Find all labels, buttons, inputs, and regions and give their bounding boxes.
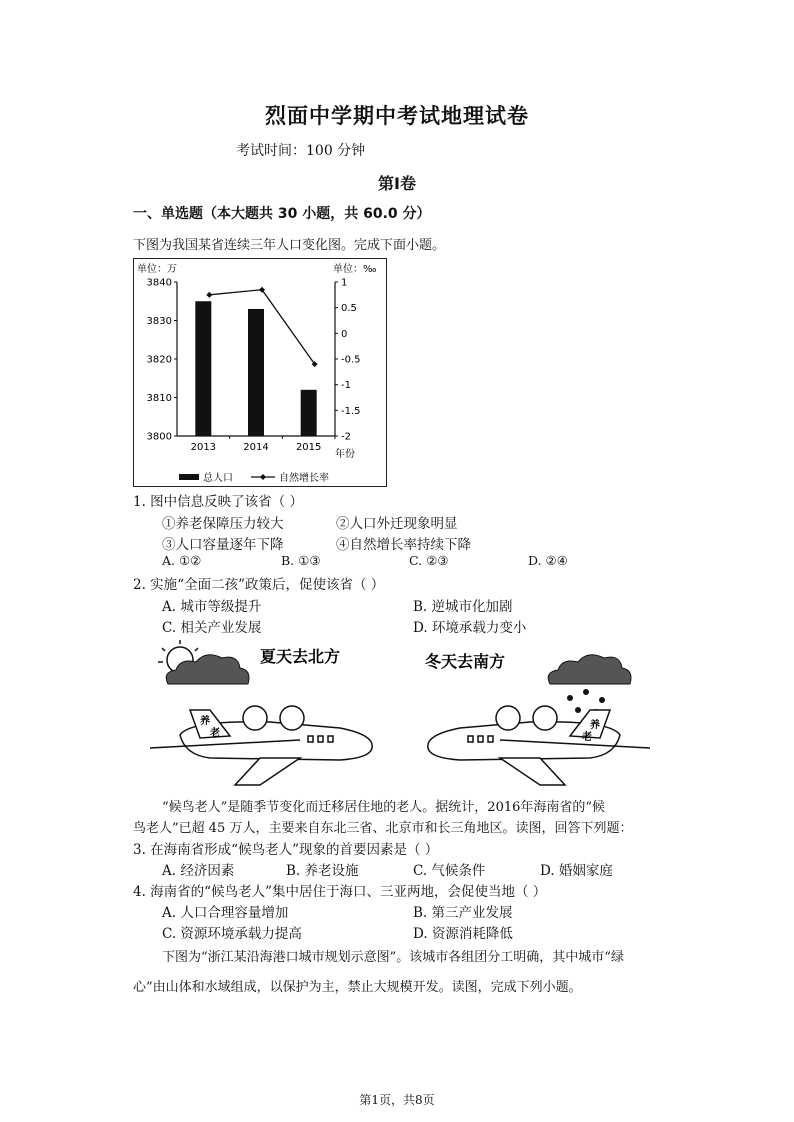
q4-option-b[interactable]: B. 第三产业发展 (413, 905, 513, 921)
page-title: 烈面中学期中考试地理试卷 (265, 104, 529, 128)
right-tail-text-1: 养 (590, 720, 600, 731)
volume-heading: 第Ⅰ卷 (378, 174, 416, 193)
legend-bar-swatch (179, 474, 199, 480)
q1-option-c[interactable]: C. ②③ (409, 553, 449, 568)
population-chart (133, 258, 387, 487)
q4-option-a[interactable]: A. 人口合理容量增加 (162, 905, 289, 921)
q3-stem: 3. 在海南省形成“候鸟老人”现象的首要因素是（ ） (133, 842, 439, 858)
left-tick-label: 3820 (146, 354, 172, 366)
intro-city-plan-line-2: 心”由山体和水域组成，以保护为主，禁止大规模开发。读图，完成下列小题。 (133, 980, 582, 995)
bar-2013 (195, 301, 211, 436)
x-tick-label: 2013 (190, 442, 217, 453)
x-tick-label: 2015 (295, 442, 322, 453)
intro-migratory-line-2: 鸟老人”已超 45 万人，主要来自东北三省、北京市和长三角地区。读图，回答下列题： (133, 821, 633, 836)
x-tick-label: 2014 (243, 442, 269, 453)
exam-time: 考试时间：100 分钟 (236, 143, 366, 159)
section-heading: 一、单选题（本大题共 30 小题，共 60.0 分） (133, 206, 431, 222)
airplane-right (428, 706, 650, 785)
legend-bar-label: 总人口 (203, 473, 233, 484)
q2-option-c[interactable]: C. 相关产业发展 (162, 620, 262, 636)
right-tick-label: -1.5 (341, 405, 361, 417)
bar-2014 (248, 309, 264, 436)
left-tick-label: 3830 (146, 316, 172, 327)
q1-option-d[interactable]: D. ②④ (528, 553, 568, 568)
right-tick-label: -1 (341, 380, 351, 392)
left-tick-label: 3810 (146, 393, 172, 404)
intro-city-plan-line-1: 下图为“浙江某沿海港口城市规划示意图”。该城市各组团分工明确，其中城市“绿 (162, 950, 624, 965)
intro-migratory-line-1: “候鸟老人”是随季节变化而迁移居住地的老人。据统计，2016年海南省的“候 (162, 800, 606, 815)
q1-option-b[interactable]: B. ①③ (281, 553, 321, 568)
page-footer: 第1页，共8页 (359, 1093, 435, 1107)
winter-caption: 冬天去南方 (425, 652, 506, 671)
right-unit-label: 单位：‰ (333, 264, 377, 275)
summer-caption: 夏天去北方 (260, 647, 341, 666)
q2-stem: 2. 实施“全面二孩”政策后，促使该省（ ） (133, 577, 385, 593)
q3-option-a[interactable]: A. 经济因素 (162, 863, 235, 879)
q1-statement-4: ④自然增长率持续下降 (336, 537, 471, 553)
q2-option-b[interactable]: B. 逆城市化加剧 (413, 599, 513, 615)
q1-option-a[interactable]: A. ①② (162, 553, 202, 568)
left-unit-label: 单位：万 (137, 264, 177, 275)
right-tick-label: 0.5 (341, 303, 357, 315)
q3-option-b[interactable]: B. 养老设施 (286, 863, 359, 879)
q2-option-d[interactable]: D. 环境承载力变小 (413, 620, 527, 636)
x-axis-label: 年份 (335, 449, 355, 460)
right-tick-label: 0 (341, 328, 348, 340)
left-tail-text-2: 老 (210, 728, 220, 739)
q4-option-c[interactable]: C. 资源环境承载力提高 (162, 926, 302, 942)
intro-population: 下图为我国某省连续三年人口变化图。完成下面小题。 (133, 238, 446, 253)
migratory-elderly-cartoon (150, 640, 650, 788)
left-tick-label: 3840 (146, 277, 172, 289)
snow-cloud-icon (548, 655, 631, 684)
airplane-left (150, 706, 372, 785)
right-tick-label: -0.5 (341, 354, 361, 366)
right-tail-text-2: 老 (582, 732, 592, 743)
left-tick-label: 3800 (146, 431, 172, 443)
right-tick-label: -2 (341, 431, 351, 443)
q1-stem: 1. 图中信息反映了该省（ ） (133, 494, 303, 510)
q4-stem: 4. 海南省的“候鸟老人”集中居住于海口、三亚两地，会促使当地（ ） (133, 884, 547, 900)
q4-option-d[interactable]: D. 资源消耗降低 (413, 926, 513, 942)
q2-option-a[interactable]: A. 城市等级提升 (162, 599, 262, 615)
legend-line-label: 自然增长率 (279, 473, 329, 484)
q1-statement-2: ②人口外迁现象明显 (336, 516, 458, 532)
q3-option-c[interactable]: C. 气候条件 (413, 863, 486, 879)
q1-statement-3: ③人口容量逐年下降 (162, 537, 284, 553)
right-tick-label: 1 (341, 277, 348, 289)
q3-option-d[interactable]: D. 婚姻家庭 (540, 863, 613, 879)
left-tail-text-1: 养 (200, 716, 210, 727)
q1-statement-1: ①养老保障压力较大 (162, 516, 284, 532)
bar-2015 (301, 390, 317, 436)
